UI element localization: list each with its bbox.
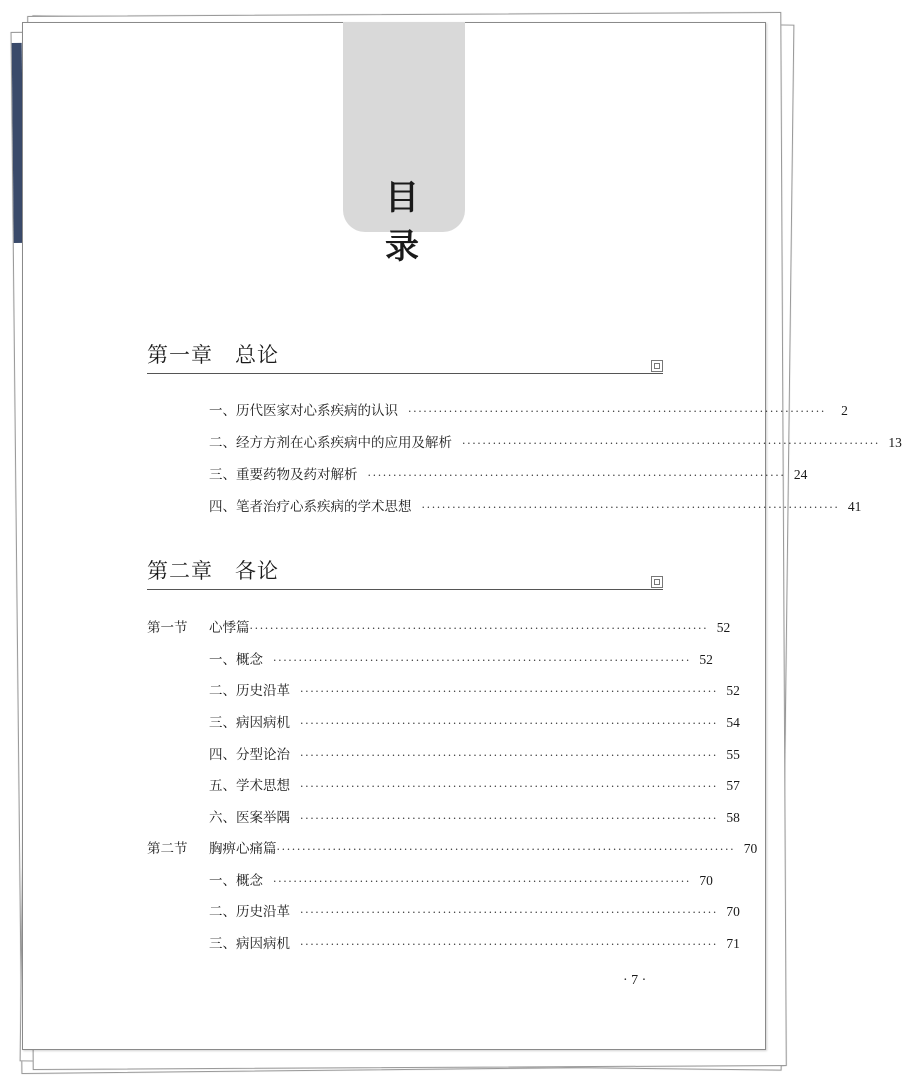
entry-label: 六、医案举隅 [209,810,290,826]
section-page: 70 [743,841,758,856]
fret-ornament-icon [651,576,663,588]
entry-label: 五、学术思想 [209,778,290,794]
section-heading [147,616,250,636]
entry-label: 四、分型论治 [209,747,290,763]
chapter-heading [147,339,663,384]
leader-dots: ·················································································· [300,685,718,698]
section-heading [147,837,277,857]
toc-entry[interactable] [209,900,740,920]
entry-label: 一、历代医家对心系疾病的认识 [209,403,398,419]
leader-dots: ·················································································· [273,875,691,888]
leader-dots: ·················································································· [300,749,718,762]
entry-label: 三、病因病机 [209,715,290,731]
chapter-rule [147,373,663,384]
toc-entry[interactable] [209,679,740,699]
leader-dots: ·························································································· [276,843,736,856]
chapter-rule [147,589,663,600]
toc-entry[interactable] [209,495,862,515]
section-number: 第二节 [147,841,188,857]
leader-dots: ·················································································· [300,812,718,825]
toc-entry[interactable] [209,932,740,952]
toc-entry[interactable] [209,711,740,731]
fret-ornament-icon [651,360,663,372]
leader-dots: ·················································································· [300,717,718,730]
toc-section[interactable] [147,837,758,857]
entry-page: 24 [793,467,808,482]
chapter-title: 第一章 总论 [147,343,279,367]
toc-page [22,22,902,1050]
leader-dots: ·················································································· [462,437,880,450]
section-label: 心悸篇 [209,620,250,636]
entry-page: 71 [726,936,740,951]
entry-page: 41 [847,499,862,514]
section-number: 第一节 [147,620,188,636]
leader-dots: ·················································································· [408,405,826,418]
entry-label: 二、历史沿革 [209,683,290,699]
toc-entry[interactable] [209,648,713,668]
entry-page: 13 [888,435,902,450]
leader-dots: ·················································································· [300,780,718,793]
toc-entry[interactable] [209,431,902,451]
toc-entry[interactable] [209,869,713,889]
leader-dots: ·················································································· [300,938,718,951]
entry-label: 一、概念 [209,873,263,889]
toc-entry[interactable] [209,399,848,419]
leader-dots: ·················································································· [300,906,718,919]
toc-entry[interactable] [209,774,740,794]
leader-dots: ·························································································· [249,622,709,635]
entry-page: 57 [726,778,740,793]
section-page: 52 [716,620,731,635]
section-label: 胸痹心痛篇 [209,841,277,857]
entry-page: 55 [726,747,740,762]
entry-page: 70 [726,904,740,919]
entry-label: 二、历史沿革 [209,904,290,920]
entry-label: 四、笔者治疗心系疾病的学术思想 [209,499,412,515]
leader-dots: ·················································································· [367,469,786,482]
entry-page: 70 [699,873,713,888]
entry-page: 58 [726,810,740,825]
leader-dots: ·················································································· [421,501,840,514]
page-title: 目 录 [385,178,435,267]
toc-entry[interactable] [209,743,740,763]
entry-page: 54 [726,715,740,730]
chapter-title: 第二章 各论 [147,559,279,583]
entry-label: 一、概念 [209,652,263,668]
chapter-heading [147,555,663,600]
page-number: · 7 · [623,973,647,988]
toc-section[interactable] [147,616,731,636]
title-tab [343,22,465,267]
leader-dots: ·················································································· [273,654,691,667]
entry-page: 2 [841,403,848,418]
toc-entry[interactable] [209,806,740,826]
entry-page: 52 [699,652,713,667]
entry-page: 52 [726,683,740,698]
toc-entry[interactable] [209,463,808,483]
entry-label: 三、病因病机 [209,936,290,952]
entry-label: 二、经方方剂在心系疾病中的应用及解析 [209,435,452,451]
entry-label: 三、重要药物及药对解析 [209,467,358,483]
